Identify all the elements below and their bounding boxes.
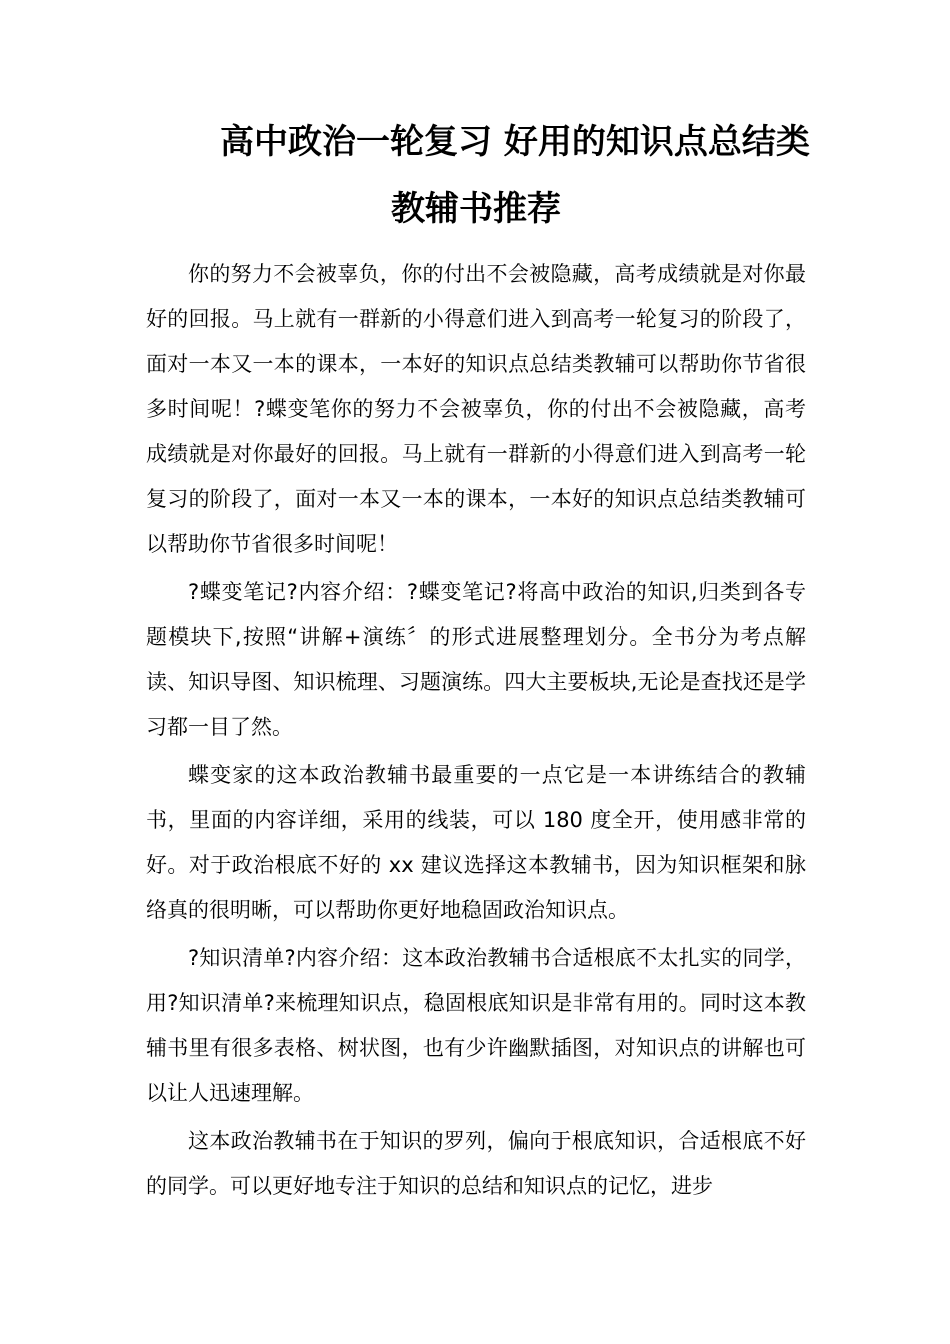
document-body — [146, 252, 806, 1212]
document-title-line-2: 教辅书推荐 — [391, 189, 561, 229]
paragraph-dibian-review: 蝶变家的这本政治教辅书最重要的一点它是一本讲练结合的教辅书，里面的内容详细，采用的线装，可以 180 度全开，使用感非常的好。对于政治根底不好的 xx 建议选择这本教辅书，因为知识框架和脉络真的很明晰，可以帮助你更好地稳固政治知识点。 — [146, 763, 806, 922]
document-title-line-1: 高中政治一轮复习 好用的知识点总结类 — [220, 122, 810, 162]
paragraph-knowledge-list: ?知识清单?内容介绍：这本政治教辅书合适根底不太扎实的同学，用?知识清单?来梳理知识点，稳固根底知识是非常有用的。同时这本教辅书里有很多表格、树状图，也有少许幽默插图，对知识点的讲解也可以让人迅速理解。 — [146, 946, 806, 1105]
paragraph-intro: 你的努力不会被辜负，你的付出不会被隐藏，高考成绩就是对你最好的回报。马上就有一群新的小得意们进入到高考一轮复习的阶段了，面对一本又一本的课本，一本好的知识点总结类教辅可以帮助你节省很多时间呢！?蝶变笔你的努力不会被辜负，你的付出不会被隐藏，高考成绩就是对你最好的回报。马上就有一群新的小得意们进入到高考一轮复习的阶段了，面对一本又一本的课本，一本好的知识点总结类教辅可以帮助你节省很多时间呢！ — [146, 262, 806, 556]
paragraph-dibian-notes: ?蝶变笔记?内容介绍：?蝶变笔记?将高中政治的知识,归类到各专题模块下,按照“讲解+演练〞的形式进展整理划分。全书分为考点解读、知识导图、知识梳理、习题演练。四大主要板块,无论是查找还是学习都一目了然。 — [146, 580, 806, 739]
paragraph-knowledge-list-review: 这本政治教辅书在于知识的罗列，偏向于根底知识，合适根底不好的同学。可以更好地专注于知识的总结和知识点的记忆，进步 — [146, 1129, 806, 1198]
